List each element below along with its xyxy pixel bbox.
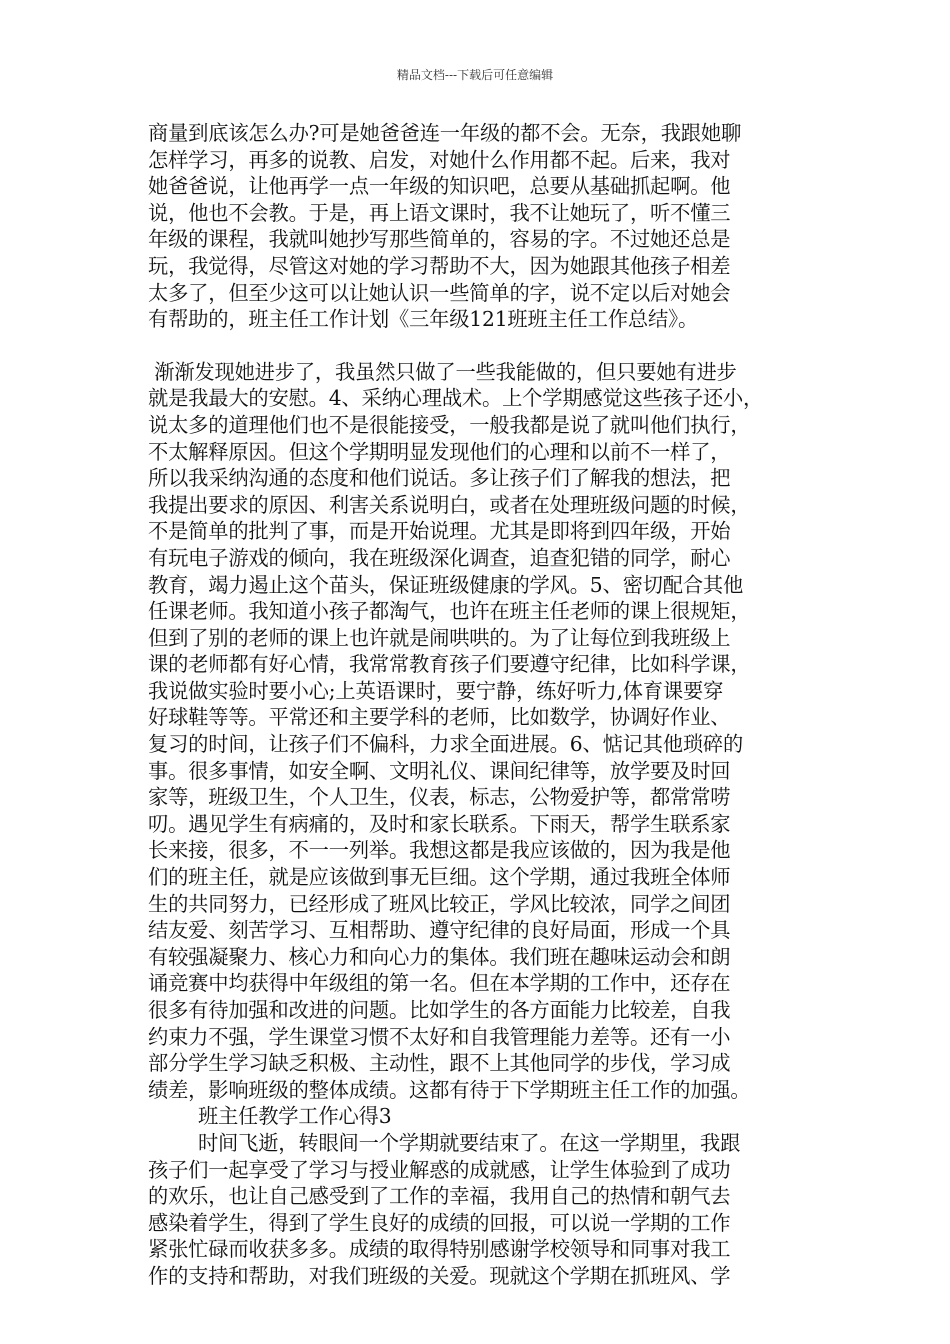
text-line: 事。很多事情，如安全啊、文明礼仪、课间纪律等，放学要及时回 — [148, 758, 731, 783]
text-line: 课的老师都有好心情，我常常教育孩子们要遵守纪律，比如科学课， — [148, 652, 751, 677]
text-line: 有较强凝聚力、核心力和向心力的集体。我们班在趣味运动会和朗 — [148, 944, 731, 969]
text-line: 太多了，但至少这可以让她认识一些简单的字，说不定以后对她会 — [148, 280, 731, 305]
text-line: 的欢乐，也让自己感受到了工作的幸福，我用自己的热情和朝气去 — [148, 1184, 731, 1209]
text-line: 结友爱、刻苦学习、互相帮助、遵守纪律的良好局面，形成一个具 — [148, 918, 731, 943]
paragraph-gap — [148, 333, 812, 359]
text-line: 年级的课程，我就叫她抄写那些简单的，容易的字。不过她还总是 — [148, 227, 731, 252]
text-line: 教育，竭力遏止这个苗头，保证班级健康的学风。5、密切配合其他 — [148, 572, 744, 597]
text-line: 有玩电子游戏的倾向，我在班级深化调查，追查犯错的同学，耐心 — [148, 545, 731, 570]
text-line: 时间飞逝，转眼间一个学期就要结束了。在这一学期里，我跟 — [148, 1130, 741, 1155]
text-line: 长来接，很多，不一一列举。我想这都是我应该做的，因为我是他 — [148, 838, 731, 863]
text-line: 班主任教学工作心得3 — [148, 1104, 392, 1129]
text-line: 复习的时间，让孩子们不偏科，力求全面进展。6、惦记其他琐碎的 — [148, 732, 744, 757]
text-line: 任课老师。我知道小孩子都淘气，也许在班主任老师的课上很规矩， — [148, 599, 751, 624]
text-line: 们的班主任，就是应该做到事无巨细。这个学期，通过我班全体师 — [148, 865, 731, 890]
page-header: 精品文档---下载后可任意编辑 — [396, 68, 554, 82]
text-line: 所以我采纳沟通的态度和他们说话。多让孩子们了解我的想法，把 — [148, 466, 731, 491]
text-line: 但到了别的老师的课上也许就是闹哄哄的。为了让每位到我班级上 — [148, 625, 731, 650]
text-line: 绩差，影响班级的整体成绩。这都有待于下学期班主任工作的加强。 — [148, 1077, 751, 1102]
text-line: 家等，班级卫生，个人卫生，仪表，标志，公物爱护等，都常常唠 — [148, 785, 731, 810]
text-line: 商量到底该怎么办?可是她爸爸连一年级的都不会。无奈，我跟她聊 — [148, 121, 742, 145]
text-line: 约束力不强，学生课堂习惯不太好和自我管理能力差等。还有一小 — [148, 1024, 731, 1049]
text-line: 我提出要求的原因、利害关系说明白，或者在处理班级问题的时候， — [148, 492, 751, 517]
paragraph — [148, 359, 812, 1290]
text-line: 感染着学生，得到了学生良好的成绩的回报，可以说一学期的工作 — [148, 1210, 731, 1235]
text-line: 部分学生学习缺乏积极、主动性，跟不上其他同学的步伐，学习成 — [148, 1051, 731, 1076]
text-line: 怎样学习，再多的说教、启发，对她什么作用都不起。后来，我对 — [148, 147, 731, 172]
text-line: 说太多的道理他们也不是很能接受，一般我都是说了就叫他们执行， — [148, 412, 751, 437]
text-line: 生的共同努力，已经形成了班风比较正，学风比较浓，同学之间团 — [148, 891, 731, 916]
paragraph — [148, 120, 812, 333]
text-line: 不是简单的批判了事，而是开始说理。尤其是即将到四年级，开始 — [148, 519, 731, 544]
text-line: 渐渐发现她进步了，我虽然只做了一些我能做的，但只要她有进步 — [148, 359, 737, 384]
text-line: 很多有待加强和改进的问题。比如学生的各方面能力比较差，自我 — [148, 998, 731, 1022]
text-line: 孩子们一起享受了学习与授业解惑的成就感，让学生体验到了成功 — [148, 1157, 731, 1182]
text-line: 不太解释原因。但这个学期明显发现他们的心理和以前不一样了， — [148, 439, 731, 464]
text-line: 玩，我觉得，尽管这对她的学习帮助不大，因为她跟其他孩子相差 — [148, 253, 731, 278]
text-line: 说，他也不会教。于是，再上语文课时，我不让她玩了，听不懂三 — [148, 200, 731, 225]
text-line: 诵竞赛中均获得中年级组的第一名。但在本学期的工作中，还存在 — [148, 971, 731, 996]
text-line: 就是我最大的安慰。4、采纳心理战术。上个学期感觉这些孩子还小， — [148, 386, 764, 411]
text-line: 有帮助的，班主任工作计划《三年级121班班主任工作总结》。 — [148, 307, 699, 332]
document-body — [148, 120, 812, 1290]
text-line: 叨。遇见学生有病痛的，及时和家长联系。下雨天，帮学生联系家 — [148, 811, 731, 836]
text-line: 紧张忙碌而收获多多。成绩的取得特别感谢学校领导和同事对我工 — [148, 1237, 731, 1262]
text-line: 好球鞋等等。平常还和主要学科的老师，比如数学，协调好作业、 — [148, 705, 731, 730]
text-line: 作的支持和帮助，对我们班级的关爱。现就这个学期在抓班风、学 — [148, 1263, 731, 1288]
text-line: 我说做实验时要小心;上英语课时，要宁静，练好听力,体育课要穿 — [148, 678, 724, 703]
text-line: 她爸爸说，让他再学一点一年级的知识吧，总要从基础抓起啊。他 — [148, 174, 731, 199]
